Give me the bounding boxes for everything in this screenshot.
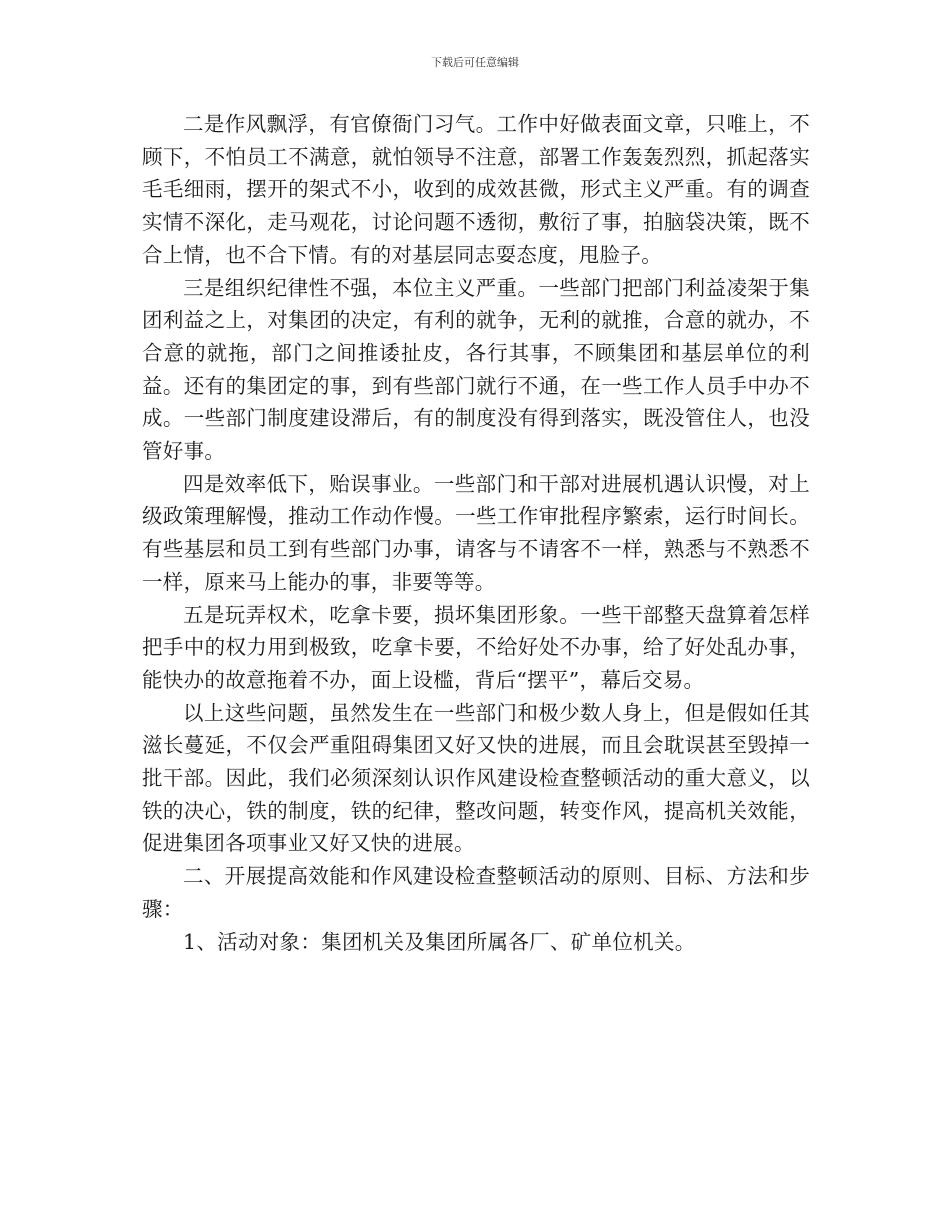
section-heading-2: 二、开展提高效能和作风建设检查整顿活动的原则、目标、方法和步骤： [142, 864, 810, 921]
paragraph-zuofeng: 二是作风飘浮，有官僚衙门习气。工作中好做表面文章，只唯上，不顾下，不怕员工不满意，就怕领导不注意，部署工作轰轰烈烈，抓起落实毛毛细雨，摆开的架式不小，收到的成效甚微，形式主义严重。有的调查实情不深化，走马观花，讨论问题不透彻，敷衍了事，拍脑袋决策，既不合上情，也不合下情。有的对基层同志耍态度，甩脸子。 [142, 112, 810, 267]
document-body [142, 108, 810, 958]
list-item-1: 1、活动对象：集团机关及集团所属各厂、矿单位机关。 [183, 929, 696, 954]
paragraph-quanshu: 五是玩弄权术，吃拿卡要，损坏集团形象。一些干部整天盘算着怎样把手中的权力用到极致，吃拿卡要，不给好处不办事，给了好处乱办事，能快办的故意拖着不办，面上设槛，背后“摆平”，幕后交易。 [142, 602, 810, 692]
paragraph-summary: 以上这些问题，虽然发生在一些部门和极少数人身上，但是假如任其滋长蔓延，不仅会严重阻碍集团又好又快的进展，而且会耽误甚至毁掉一批干部。因此，我们必须深刻认识作风建设检查整顿活动的重大意义，以铁的决心，铁的制度，铁的纪律，整改问题，转变作风，提高机关效能，促进集团各项事业又好又快的进展。 [142, 700, 810, 856]
header-note: 下载后可任意编辑 [431, 56, 519, 69]
paragraph-xiaolv: 四是效率低下，贻误事业。一些部门和干部对进展机遇认识慢，对上级政策理解慢，推动工作动作慢。一些工作审批程序繁索，运行时间长。有些基层和员工到有些部门办事，请客与不请客不一样，熟悉与不熟悉不一样，原来马上能办的事，非要等等。 [142, 471, 810, 594]
paragraph-jilv: 三是组织纪律性不强，本位主义严重。一些部门把部门利益凌架于集团利益之上，对集团的决定，有利的就争，无利的就推，合意的就办，不合意的就拖，部门之间推诿扯皮，各行其事，不顾集团和基层单位的利益。还有的集团定的事，到有些部门就行不通，在一些工作人员手中办不成。一些部门制度建设滞后，有的制度没有得到落实，既没管住人，也没管好事。 [142, 275, 810, 464]
